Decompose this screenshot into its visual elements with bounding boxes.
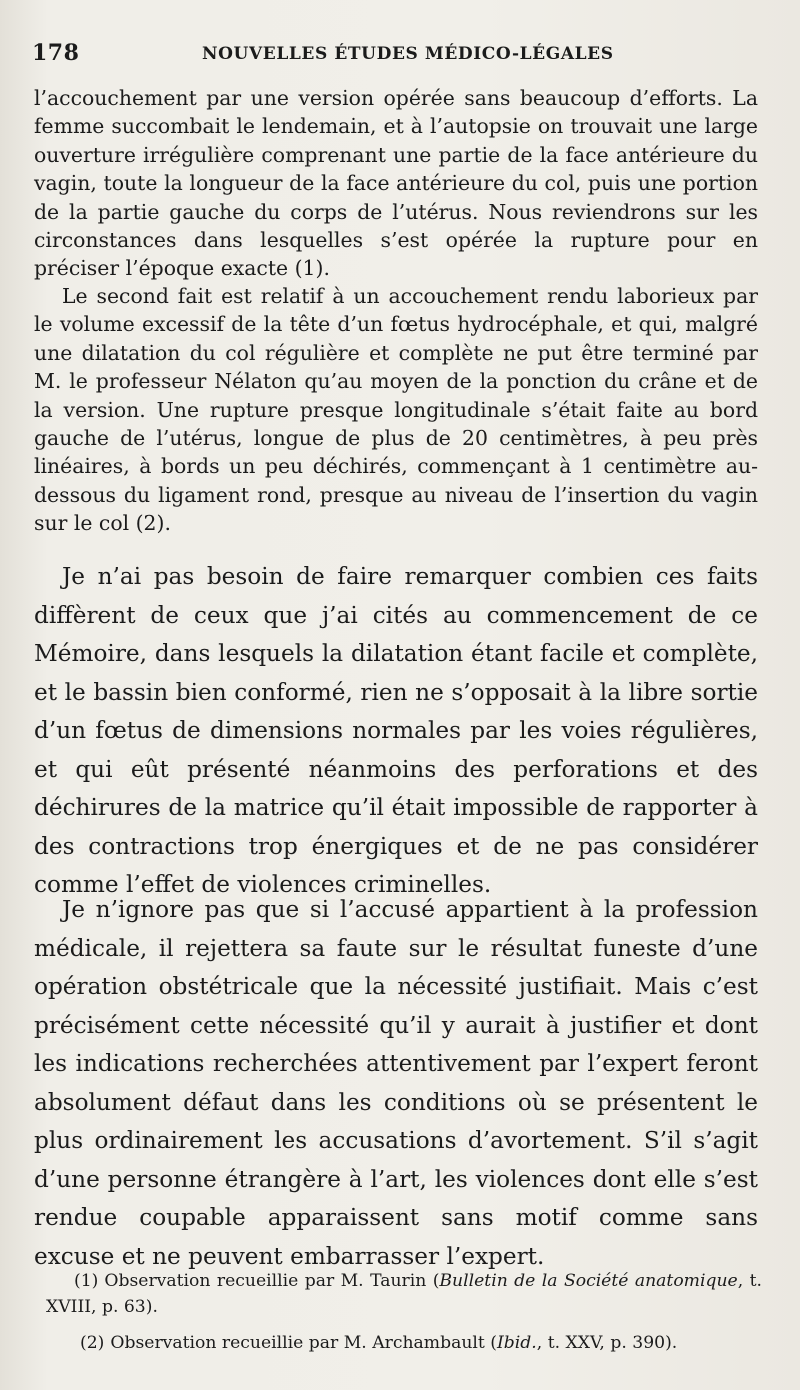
body-paragraph-3: Je n’ai pas besoin de faire remarquer combien ces faits diffèrent de ceux que j’ai cités au commencement de ce Mémoire, dans lesquels la dilatation étant facile et complète, et le bassin bien conformé, rien ne s’opposait à la libre sortie d’un fœtus de dimensions normales par les voies régulières, et qui eût présenté néanmoins des perforations et des déchirures de la matrice qu’il était impossible de rapporter à des contractions trop énergiques et de ne pas considérer comme l’effet de violences criminelles.	[34, 563, 758, 898]
footnote-1-source: Bulletin de la Société anatomique	[439, 1271, 738, 1291]
footnote-2-source: Ibid.	[497, 1333, 537, 1353]
footnote-1-number: (1)	[74, 1271, 99, 1291]
page-header	[32, 40, 760, 72]
page-number: 178	[32, 40, 80, 66]
footnote-2-text-a: Observation recueillie par M. Archambault (	[110, 1333, 497, 1353]
footnote-1	[46, 1268, 762, 1320]
body-paragraph-4: Je n’ignore pas que si l’accusé appartient à la profession médicale, il rejettera sa faute sur le résultat funeste d’une opération obstétricale que la nécessité justifiait. Mais c’est précisément cette nécessité qu’il y aurait à justifier et dont les indications recherchées attentivement par l’expert feront absolument défaut dans les conditions où se présentent le plus ordinairement les accusations d’avortement. S’il s’agit d’une personne étrangère à l’art, les violences dont elle s’est rendue coupable apparaissent sans motif comme sans excuse et ne peuvent embarrasser l’expert.	[34, 896, 758, 1270]
footnote-1-text-a: Observation recueillie par M. Taurin (	[104, 1271, 440, 1291]
footnote-2-number: (2)	[80, 1333, 105, 1353]
footnote-1-text-b: , t. XVIII, p. 63).	[46, 1271, 762, 1317]
footnote-2-text-b: , t. XXV, p. 390).	[536, 1333, 678, 1353]
body-paragraph-2: Le second fait est relatif à un accouchement rendu laborieux par le volume excessif de la tête d’un fœtus hydrocéphale, et qui, malgré une dilatation du col régulière et complète ne put être terminé par M. le professeur Nélaton qu’au moyen de la ponction du crâne et de la version. Une rupture presque longitudinale s’était faite au bord gauche de l’utérus, longue de plus de 20 centimètres, à peu près linéaires, à bords un peu déchirés, commençant à 1 centimètre au-dessous du ligament rond, presque au niveau de l’insertion du vagin sur le col (2).	[34, 284, 758, 536]
running-title: NOUVELLES ÉTUDES MÉDICO-LÉGALES	[202, 44, 614, 64]
body-paragraph-1: l’accouchement par une version opérée sans beaucoup d’efforts. La femme succombait le lendemain, et à l’autopsie on trouvait une large ouverture irrégulière comprenant une partie de la face antérieure du vagin, toute la longueur de la face antérieure du col, puis une portion de la partie gauche du corps de l’utérus. Nous reviendrons sur les circonstances dans lesquelles s’est opérée la rupture pour en préciser l’époque exacte (1).	[34, 86, 758, 281]
footnote-2	[80, 1330, 762, 1356]
